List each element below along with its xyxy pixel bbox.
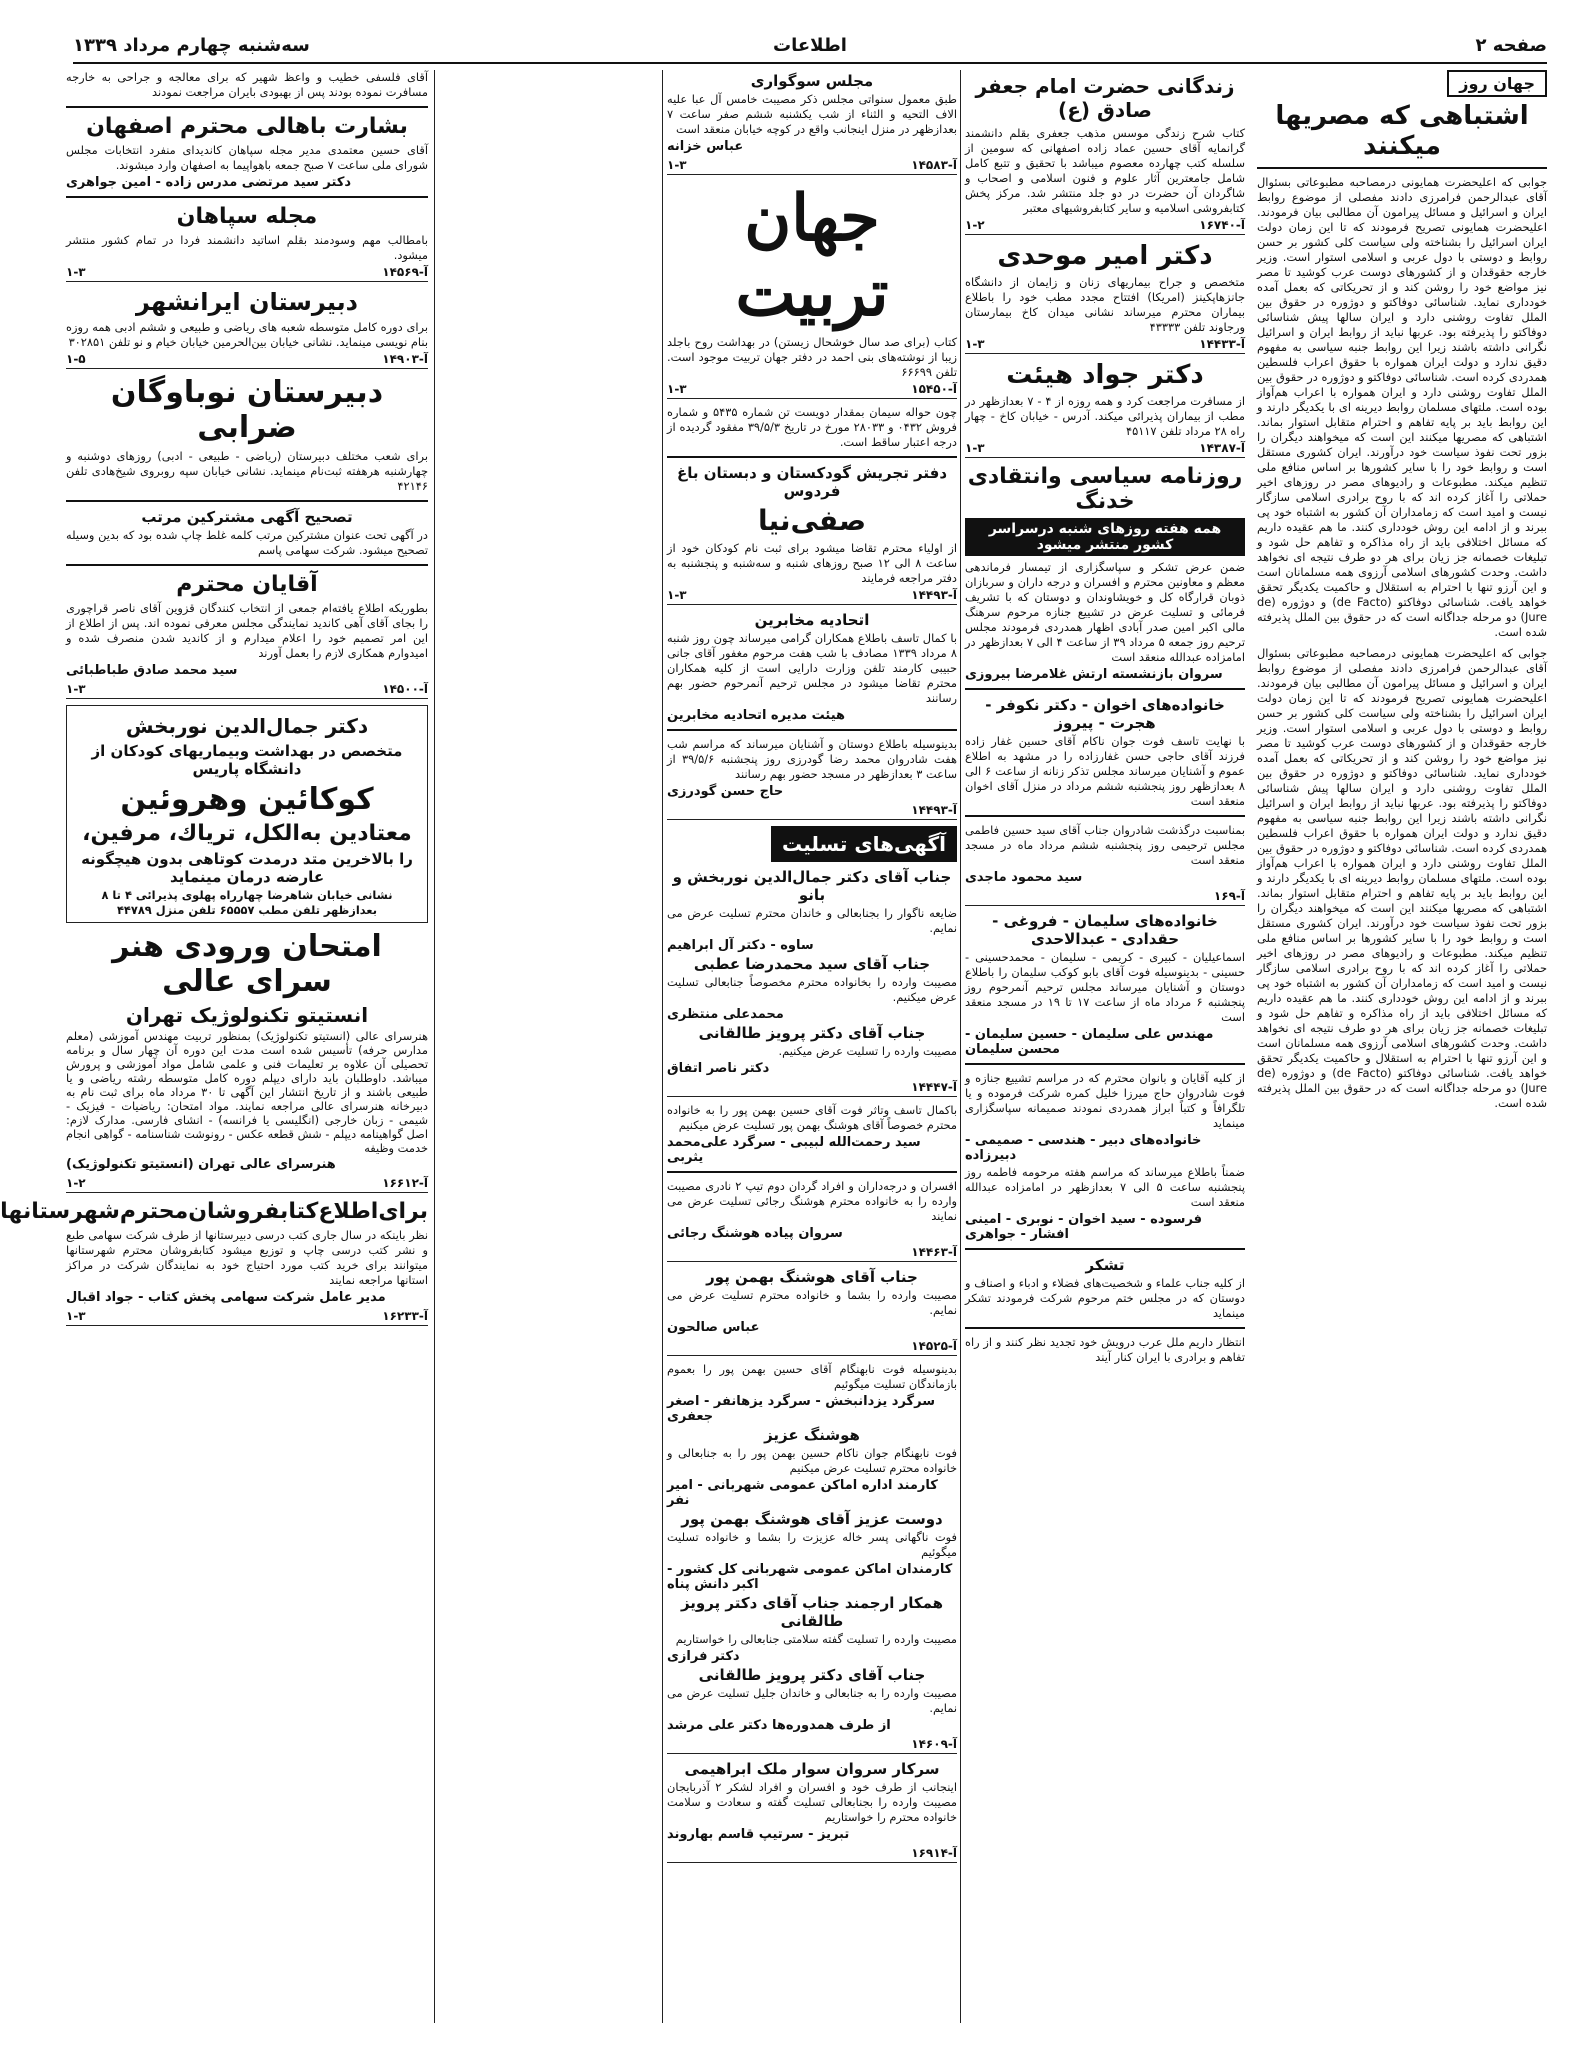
- ad-booksellers-sig: مدیر عامل شرکت سهامی پخش کتاب - جواد اقبال: [66, 1290, 386, 1305]
- ad-jahan-tarbiat-body: کتاب (برای صد سال خوشحال زیستن) در بهداشت روح باجلد زیبا از نوشته‌های بنی احمد در دفتر جهان تربیت موجود است. تلفن ۶۶۶۹۹: [667, 335, 957, 379]
- condolence-signature: محمدعلی منتظری: [667, 1007, 784, 1022]
- ad-movahhedi-body: متخصص و جراح بیماریهای زنان و زایمان از دانشگاه جانزهاپکینز (امریکا) افتتاح مجدد مطب خود را باطلاع بیماران محترم میرساند نشانی میدان کاخ بیمارستان ورجاوند تلفن ۴۳۳۳۳: [965, 275, 1245, 334]
- notice-body: بمناسبت درگذشت شادروان جناب آقای سید حسین فاطمی مجلس ترحیمی روز پنجشنبه ششم مرداد ماه در مسجد منعقد است: [965, 823, 1245, 867]
- masthead: [73, 28, 1547, 64]
- ad-code: آ-۱۴۴۹۳: [911, 803, 957, 817]
- notice-body: انتظار داریم ملل عرب درویش خود تجدید نظر کنند و از راه تفاهم و برادری با ایران کنار آیند: [965, 1335, 1245, 1364]
- ad-union-sig: هیئت مدیره اتحادیه مخابرین: [667, 708, 846, 723]
- condolence-body: مصیبت وارده را تسلیت گفته سلامتی جنابعالی را خواستاریم: [675, 1632, 957, 1646]
- notice-body: اسماعیلیان - کبیری - کریمی - سلیمان - محمدحسینی - حسینی - بدینوسیله فوت آقای بابو کوکب سلیمان را باطلاع دوستان و آشنایان میرساند مجلس ترحیم آنمرحوم روز پنجشنبه ۶ مرداد ماه از ساعت ۱۷ تا ۱۹ در مسجد منعقد است: [965, 950, 1245, 1024]
- notice-body: از کلیه آقایان و بانوان محترم که در مراسم تشییع جنازه و فوت شادروان حاج میرزا خلیل کمره شرکت فرموده و یا تلگرافاً و کتباً ابراز همدردی نمودند صمیمانه سپاسگزاری مینماید: [965, 1071, 1245, 1130]
- headline: اشتباهی که مصریها میکنند: [1275, 101, 1529, 161]
- condolence-title: جناب آقای دکتر جمال‌الدین نوربخش و بانو: [672, 868, 952, 904]
- ad-exam-title: امتحان ورودی هنر سرای عالی: [112, 929, 382, 999]
- ad-doctor-big: کوکائین وهروئین: [120, 782, 374, 817]
- newspaper-page: [0, 28, 1548, 2023]
- ad-imam-body: کتاب شرح زندگی موسس مذهب جعفری بقلم دانشمند گرانمایه آقای حسین عماد زاده اصفهانی که سومین از سلسله کتب چهارده معصوم میباشد با تحقیق و تتبع کامل شامل جامعترین آثار علوم و فنون اسلامی و اصحاب و شاگردان آن حضرت در دو جلد منتشر شد. مرکز پخش کتابفروشی اسلامیه و سایر کتابفروشیهای معتبر: [965, 126, 1245, 215]
- ad-jahan-tarbiat-title: جهان تربیت: [735, 181, 889, 331]
- ad-code: آ-۱۶۶۱۲: [382, 1176, 428, 1190]
- section-tag: جهان روز: [1447, 70, 1547, 97]
- ad-heyat-title: دکتر جواد هیئت: [1006, 360, 1204, 390]
- ad-mourning-body: طبق معمول سنواتی مجلس ذکر مصیبت خامس آل عبا علیه الاف التحیه و الثناء از شب یکشنبه ششم صفر ساعت ۷ بعدازظهر در منزل اینجانب واقع در کوچه خیابان منعقد است: [667, 92, 957, 136]
- condolence-body: افسران و درجه‌داران و افراد گردان دوم تیپ ۲ نادری مصیبت وارده را به خانواده محترم هوشنگ رجائی تسلیت عرض می نمایند: [667, 1179, 957, 1223]
- condolence-body: مصیبت وارده را تسلیت عرض میکنیم.: [778, 1044, 957, 1058]
- ad-esfahan-sig: دکتر سید مرتضی مدرس زاده - امین جواهری: [66, 175, 352, 190]
- ad-code: آ-۱۴۴۶۳: [911, 1245, 957, 1259]
- ad-code: آ-۱۴۵۰۰: [382, 682, 428, 696]
- condolence-body: مصیبت وارده را بشما و خانواده محترم تسلیت عرض می نمایم.: [667, 1288, 957, 1317]
- ad-union-title: اتحادیه مخابرین: [754, 611, 870, 629]
- ad-gentlemen-sig: سید محمد صادق طباطبائی: [66, 663, 238, 678]
- ad-code: آ-۱۴۴۳۳: [1199, 337, 1245, 351]
- ad-code: آ-۱۴۶۰۹: [911, 1737, 957, 1751]
- condolence-body: مصیبت وارده را بخانواده محترم مخصوصاً جنابعالی تسلیت عرض میکنیم.: [667, 975, 957, 1004]
- condolence-body: فوت نابهنگام جوان ناکام حسین بهمن پور را به جنابعالی و خانواده محترم تسلیت عرض میکنیم: [667, 1446, 957, 1475]
- notice-title: تشکر: [1085, 1256, 1125, 1274]
- column-world-today: [1257, 70, 1547, 2023]
- notice-title: خانواده‌های اخوان - دکتر نکوفر - هجرت - پیروز: [985, 696, 1225, 732]
- lost-notice-body: چون حواله سیمان بمقدار دویست تن شماره ۵۴۳۵ و شماره فروش ۰۴۳۲ و ۲۸۰۳۳ مورخ در تاریخ ۳۹/۵/۳ مفقود گردیده از درجه اعتبار ساقط است.: [667, 405, 957, 449]
- article-body: جوابی که اعلیحضرت همایونی درمصاحبه مطبوعاتی بسئوال آقای عبدالرحمن فرامرزی دادند مفصلی از موضوع روابط ایران و اسرائیل و مسائل پیرامون آن مطالبی بیان فرمودند. اعلیحضرت همایونی تصریح فرمودند که تا این زمان دولت ایران اسرائیل را بشناخته ولی سیاست کلی کشور بر حسن روابط و دوستی با دول عربی و اسلامی استوار است. وزیر خارجه حقوقدان و از کشورهای دوست عرب کوشید تا مصر نیز مواضع خود را روشن کند و از تحریکاتی که بعمل آمده خودداری نماید. شناسائی دوفاکتو و دوژوره در حقوق بین الملل تفاوت روشنی دارد و ایران سالها پیش شناسائی دوفاکتو را پذیرفته بود. عربها نباید از روابط ایران و اسرائیل نگرانی داشته باشند زیرا این روابط جنبه سیاسی به مفهوم دقیق ندارد و دولت ایران همواره با حقوق اعراب فلسطین همدردی کرده است. شناسائی دوفاکتو و دوژوره در حقوق بین الملل تفاوت روشنی دارد و ایران همواره با اعراب هم‌آواز بوده است. ملتهای مسلمان روابط دیرینه ای با یکدیگر دارند و این روابط باید بر پایه تفاهم و احترام متقابل استوار بماند. اشتباهی که مصریها میکنند این است که میخواهند دیگران را بزور تحت نفوذ سیاست خود درآورند. ایران کشوری مستقل است و روابط خود را با سایر کشورها بر اساس منافع ملی تنظیم میکند. مطبوعات و رادیوهای مصر در روزهای اخیر حملاتی را آغاز کرده اند که با روح برادری اسلامی سازگار نیست و امید است که زمامداران آن کشور به اشتباه خود پی ببرند و از ادامه این روش خودداری کنند. ما هم عقیده داریم که مسائل اختلافی باید از راه مذاکره و تفاهم حل شود و تبلیغات خصمانه جز زیان برای هر دو طرف نتیجه ای نخواهد داشت. وحدت کشورهای اسلامی آرزوی همه مسلمانان است و این آرزو تنها با احترام به استقلال و حاکمیت یکدیگر تحقق خواهد یافت. شناسائی دوفاکتو (de Facto) و دوژوره (de Jure) دو مرحله جداگانه است که در حقوق بین الملل پذیرفته شده است.: [1257, 175, 1548, 639]
- ad-doctor-title: دکتر جمال‌الدین نوربخش: [125, 714, 369, 738]
- issue-date: سه‌شنبه چهارم مرداد ۱۳۳۹: [73, 34, 310, 56]
- ad-zarrabi-title: دبیرستان نوباوگان ضرابی: [110, 375, 384, 445]
- article-body-cont: جوابی که اعلیحضرت همایونی درمصاحبه مطبوعاتی بسئوال آقای عبدالرحمن فرامرزی دادند مفصلی از موضوع روابط ایران و اسرائیل و مسائل پیرامون آن مطالبی بیان فرمودند. اعلیحضرت همایونی تصریح فرمودند که تا این زمان دولت ایران اسرائیل را بشناخته ولی سیاست کلی کشور بر حسن روابط و دوستی با دول عربی و اسلامی استوار است. وزیر خارجه حقوقدان و از کشورهای دوست عرب کوشید تا مصر نیز مواضع خود را روشن کند و از تحریکاتی که بعمل آمده خودداری نماید. شناسائی دوفاکتو و دوژوره در حقوق بین الملل تفاوت روشنی دارد و ایران سالها پیش شناسائی دوفاکتو را پذیرفته بود. عربها نباید از روابط ایران و اسرائیل نگرانی داشته باشند زیرا این روابط جنبه سیاسی به مفهوم دقیق ندارد و دولت ایران همواره با حقوق اعراب فلسطین همدردی کرده است. شناسائی دوفاکتو و دوژوره در حقوق بین الملل تفاوت روشنی دارد و ایران همواره با اعراب هم‌آواز بوده است. ملتهای مسلمان روابط دیرینه ای با یکدیگر دارند و این روابط باید بر پایه تفاهم و احترام متقابل استوار بماند. اشتباهی که مصریها میکنند این است که میخواهند دیگران را بزور تحت نفوذ سیاست خود درآورند. ایران کشوری مستقل است و روابط خود را با سایر کشورها بر اساس منافع ملی تنظیم میکند. مطبوعات و رادیوهای مصر در روزهای اخیر حملاتی را آغاز کرده اند که با روح برادری اسلامی سازگار نیست و امید است که زمامداران آن کشور به اشتباه خود پی ببرند و از ادامه این روش خودداری کنند. ما هم عقیده داریم که مسائل اختلافی باید از راه مذاکره و تفاهم حل شود و تبلیغات خصمانه جز زیان برای هر دو طرف نتیجه ای نخواهد داشت. وحدت کشورهای اسلامی آرزوی همه مسلمانان است و این آرزو تنها با احترام به استقلال و حاکمیت یکدیگر تحقق خواهد یافت. شناسائی دوفاکتو (de Facto) و دوژوره (de Jure) دو مرحله جداگانه است که در حقوق بین الملل پذیرفته شده است.: [1257, 646, 1548, 1110]
- ad-school-title: صفی‌نیا: [758, 504, 866, 537]
- ad-doctor-big2: معتادین به‌الکل، تریاك، مرفین،: [82, 821, 412, 846]
- condolence-body: اینجانب از طرف خود و افسران و افراد لشکر ۲ آذربایجان مصیبت وارده را بجنابعالی تسلیت گفته و سعادت و سلامت خانواده محترم را خواستاریم: [667, 1780, 957, 1824]
- condolence-signature: عباس صالحون: [667, 1320, 760, 1335]
- notice-signature: حاج حسن گودرزی: [667, 784, 784, 799]
- ad-sepahan-body: بامطالب مهم وسودمند بقلم اساتید دانشمند فردا در تمام کشور منتشر میشود.: [66, 233, 428, 262]
- condolence-title: سرکار سروان سوار ملک ابراهیمی: [684, 1760, 940, 1778]
- ad-mourning-title: مجلس سوگواری: [750, 72, 874, 90]
- condolence-signature: ساوه - دکتر آل ابراهیم: [667, 938, 814, 953]
- condolence-body: فوت ناگهانی پسر خاله عزیزت را بشما و خانواده تسلیت میگوئیم: [667, 1530, 957, 1559]
- condolence-body: ضایعه ناگوار را بجنابعالی و خاندان محترم تسلیت عرض می نمایم.: [667, 906, 957, 935]
- ad-movahhedi-title: دکتر امیر موحدی: [997, 241, 1213, 271]
- ad-code: آ-۱۵۴۵۰: [911, 382, 957, 396]
- ad-code: آ-۱۴۵۲۵: [911, 1339, 957, 1353]
- column-ads-4: آقای فلسفی خطیب و واعظ شهیر که برای معالجه و جراحی به خارجه مسافرت نموده بودند پس از بهبودی بایران مراجعت نمودند بشارت باهالی محترم اصفهان آقای حسین معتمدی مدیر مجله سپاهان کاندیدای منفرد انتخابات مجلس شورای ملی ساعت ۷ صبح جمعه باهواپیما به اصفهان وارد میشوند. دکتر سید مرتضی مدرس زاده - امین جواهری مجله سپاهان بامطالب مهم وسودمند بقلم اساتید دانشمند فردا در تمام کشور منتشر میشود. آ-۱۴۵۶۹ ۱-۳ دبیرستان ایرانشهر برای دوره کامل متوسطه شعبه های ریاضی و طبیعی و ششم ادبی همه روزه بنام نویسی مینماید. نشانی خیابان بین‌الحرمین خیابان خیام و نو تلفن ۳۰۲۸۵۱ آ-۱۴۹۰۳ ۱-۵ دبیرستان نوباوگان ضرابی برای شعب مختلف دبیرستان (ریاضی - طبیعی - ادبی) روزهای دوشنبه و چهارشنبه هرهفته ثبت‌نام مینماید. نشانی خیابان سپه روبروی شیخ‌هادی تلفن ۴۲۱۴۶ تصحیح آگهی مشترکین مرتب در آگهی تحت عنوان مشترکین مرتب کلمه غلط چاپ شده بود که بدین وسیله تصحیح میشود. شرکت سهامی پاسم آقایان محترم بطوریکه اطلاع یافته‌ام جمعی از انتخاب کنندگان قزوین آقای ناصر قراچوری را بجای آقای آهی کاندید نمایندگی مجلس معرفی نموده اند. پس از اطلاع از این امر تصمیم خود را اعلام میدارم و از کاندید شدن منصرف شده و امیدوارم همکاری لازم را بعمل آورند سید محمد صادق طباطبائی آ-۱۴۵۰۰ ۱-۳ دکتر جمال‌الدین نوربخش متخصص در بهداشت وبیماریهای کودکان از دانشگاه پاریس کوکائین وهروئین معتادین به‌الکل، تریاك، مرفین، را بالاخرین متد درمدت کوتاهی بدون هیچگونه عارضه درمان مینماید نشانی خیابان شاهرضا چهارراه پهلوی پذیرائی ۴ تا ۸ بعدازظهر تلفن مطب ۶۵۵۵۷ تلفن منزل ۴۴۷۸۹ امتحان ورودی هنر سرای عالی انستیتو تکنولوژیک تهران هنرسرای عالی (انستیتو تکنولوژیک) بمنظور تربیت مهندس آموزشی (معلم مدارس حرفه) تأسیس شده است مدت این دوره آن چهار سال و برنامه تحصیلی آن علاوه بر تعلیمات فنی و علمی شامل مواد آموزشی و پرورش میباشد. داوطلبان باید دارای دیپلم دوره کامل متوسطه رشته ریاضی و یا طبیعی باشند و از تاریخ انتشار این آگهی تا ۳۰ مرداد ماه برای ثبت نام به دبیرخانه هنرسرای عالی مراجعه نمایند. مواد امتحان: ریاضیات - فیزیک - شیمی - زبان خارجی (انگلیسی یا فرانسه) - انشای فارسی. مدارک لازم: اصل گواهینامه دیپلم - شش قطعه عکس - رونوشت شناسنامه - گواهی انجام خدمت وظیفه هنرسرای عالی تهران (انستیتو تکنولوژیک) آ-۱۶۶۱۲ ۱-۲ برای‌اطلاع‌کتابفروشان‌محترم‌شهرستانها نظر باینکه در سال جاری کتب درسی دبیرستانها از طرف شرکت سهامی طبع و نشر کتب درسی چاپ و توزیع میشود کتابفروشان محترم شهرستانها میتوانند برای خرید کتب مورد احتیاج خود به نمایندگان شرکت در مراکز استانها مراجعه نمایند مدیر عامل شرکت سهامی پخش کتاب - جواد اقبال آ-۱۶۲۳۳ ۱-۳: [66, 70, 435, 2023]
- notice-signature: خانواده‌های دبیر - هندسی - صمیمی - دبیرزاده: [965, 1133, 1202, 1163]
- ad-doctor-sub: متخصص در بهداشت وبیماریهای کودکان از دانشگاه پاریس: [91, 742, 403, 778]
- condolence-signature: دکتر فرازی: [667, 1649, 740, 1664]
- ad-doctor-body: را بالاخرین متد درمدت کوتاهی بدون هیچگونه عارضه درمان مینماید: [81, 850, 413, 886]
- ad-khadang-title: روزنامه سیاسی وانتقادی خدنگ: [967, 464, 1243, 514]
- ad-mourning-sig: عباس خزانه: [667, 139, 744, 154]
- ad-sepahan-title: مجله سپاهان: [176, 204, 318, 229]
- ad-school-body: از اولیاء محترم تقاضا میشود برای ثبت نام کودکان خود از ساعت ۸ الی ۱۲ صبح روزهای شنبه و سه‌شنبه و پنجشنبه به دفتر مراجعه فرمایند: [667, 541, 958, 585]
- notice-signature: سید محمود ماجدی: [965, 870, 1083, 885]
- ad-doctor-box: [66, 705, 428, 923]
- ad-exam-sub: انستیتو تکنولوژیک تهران: [125, 1003, 369, 1027]
- notice-title: خانواده‌های سلیمان - فروغی - حقدادی - عبدالاحدی: [992, 912, 1218, 948]
- ad-code: آ-۱۴۴۴۷: [911, 1080, 957, 1094]
- ad-code: آ-۱۶۷۴۰: [1199, 218, 1245, 232]
- ad-code: آ-۱۴۵۸۳: [911, 158, 957, 172]
- condolence-title: همکار ارجمند جناب آقای دکتر پرویز طالقانی: [680, 1594, 944, 1630]
- notice-body: ضمناً باطلاع میرساند که مراسم هفته مرحومه فاطمه روز پنجشنبه ساعت ۵ الی ۷ بعدازظهر در امامزاده عبدالله منعقد است: [965, 1165, 1245, 1209]
- ad-code: آ-۱۶۲۳۳: [382, 1309, 428, 1323]
- ad-union-body: با کمال تاسف باطلاع همکاران گرامی میرساند چون روز شنبه ۸ مرداد ۱۳۳۹ مصادف با شب هفت مرحوم مغفور آقای جانی حبیبی کارمند تلفن وزارت دارایی است از کلیه همکاران محترم تقاضا میشود در مجلس ترحیم آنمرحوم حضور بهم رسانند: [667, 631, 957, 705]
- ad-code: آ-۱۴۳۸۷: [1199, 441, 1245, 455]
- condolence-signature: سرگرد یزدانبخش - سرگرد یزهانفر - اصغر جعفری: [667, 1394, 935, 1424]
- condolence-signature: تبریز - سرتیپ قاسم بهاروند: [667, 1827, 850, 1842]
- notice-signature: سروان بازنشسته ارتش غلامرضا بیروزی: [965, 667, 1223, 682]
- page-number: صفحه ۲: [1475, 34, 1547, 56]
- condolence-section-tag: آگهی‌های تسلیت: [771, 826, 957, 862]
- condolence-title: هوشنگ عزیز: [764, 1426, 860, 1444]
- ad-esfahan-title: بشارت باهالی محترم اصفهان: [86, 114, 408, 139]
- ad-zarrabi-body: برای شعب مختلف دبیرستان (ریاضی - طبیعی - ادبی) روزهای دوشنبه و چهارشنبه هرهفته ثبت‌نام مینماید. نشانی خیابان سپه روبروی شیخ‌هادی تلفن ۴۲۱۴۶: [66, 449, 428, 493]
- ad-code: آ-۱۴۵۶۹: [382, 265, 428, 279]
- ad-iranshahr-body: برای دوره کامل متوسطه شعبه های ریاضی و طبیعی و ششم ادبی همه روزه بنام نویسی مینماید. نشانی خیابان بین‌الحرمین خیابان خیام و نو تلفن ۳۰۲۸۵۱: [66, 320, 428, 349]
- ad-correction-title: تصحیح آگهی مشترکین مرتب: [141, 508, 353, 526]
- notice-signature: فرسوده - سید اخوان - نوبری - امینی افشار - جواهری: [965, 1212, 1203, 1242]
- condolence-title: جناب آقای سید محمدرضا عطبی: [693, 955, 931, 973]
- ad-gentlemen-title: آقایان محترم: [176, 572, 318, 597]
- ad-code: آ-۱۶۹۱۴: [911, 1846, 957, 1860]
- notice-body: با نهایت تاسف فوت جوان ناکام آقای حسین غفار زاده فرزند آقای حاجی حسن غفارزاده را در مشهد به اطلاع عموم و آشنایان میرساند مجلس تذکر زنانه از ساعت ۶ الی ۸ بعدازظهر روز پنجشنبه ششم مرداد در منزل آقای اخوان منعقد است: [965, 734, 1245, 808]
- condolence-title: دوست عزیز آقای هوشنگ بهمن پور: [681, 1510, 943, 1528]
- paper-name: اطلاعات: [773, 34, 847, 56]
- ad-exam-sig: هنرسرای عالی تهران (انستیتو تکنولوژیک): [66, 1157, 336, 1172]
- ad-booksellers-body: نظر باینکه در سال جاری کتب درسی دبیرستانها از طرف شرکت سهامی طبع و نشر کتب درسی چاپ و توزیع میشود کتابفروشان محترم شهرستانها میتوانند برای خرید کتب مورد احتیاج خود به نمایندگان شرکت در مراکز استانها مراجعه نمایند: [66, 1228, 428, 1287]
- ad-doctor-address: نشانی خیابان شاهرضا چهارراه پهلوی پذیرائی ۴ تا ۸ بعدازظهر تلفن مطب ۶۵۵۵۷ تلفن منزل ۴۴۷۸۹: [101, 888, 393, 917]
- ad-iranshahr-title: دبیرستان ایرانشهر: [136, 288, 358, 316]
- notice-body: ضمن عرض تشکر و سپاسگزاری از تیمسار فرماندهی معظم و معاونین محترم و افسران و درجه داران و سربازان ذوبان قرارگاه کل و خویشاوندان و دوستان که با تشریف فرمائی و تسلیت عرض در تشییع جنازه مرحوم سرهنگ مالی اکبر امین صدر آبادی اظهار همدردی فرمودند مجلس ترحیم روز جمعه ۵ مرداد ۳۹ از ساعت ۴ الی ۷ بعدازظهر در امامزاده عبدالله منعقد است: [965, 560, 1246, 664]
- column-ads-2: زندگانی حضرت امام جعفر صادق (ع) کتاب شرح زندگی موسس مذهب جعفری بقلم دانشمند گرانمایه آقای حسین عماد زاده اصفهانی که سومین از سلسله کتب چهارده معصوم میباشد با تحقیق و تتبع کامل شامل جامعترین آثار علوم و فنون اسلامی و اصحاب و شاگردان آن حضرت در دو جلد منتشر شد. مرکز پخش کتابفروشی اسلامیه و سایر کتابفروشیهای معتبر آ-۱۶۷۴۰ ۱-۲ دکتر امیر موحدی متخصص و جراح بیماریهای زنان و زایمان از دانشگاه جانزهاپکینز (امریکا) افتتاح مجدد مطب خود را باطلاع بیماران محترم میرساند نشانی میدان کاخ بیمارستان ورجاوند تلفن ۴۳۳۳۳ آ-۱۴۴۳۳ ۱-۳ دکتر جواد هیئت از مسافرت مراجعت کرد و همه روزه از ۴ - ۷ بعدازظهر در مطب از بیماران پذیرائی میکند. آدرس - خیابان کاخ - چهار راه ۲۸ مرداد تلفن ۴۵۱۱۷ آ-۱۴۳۸۷ ۱-۳ روزنامه سیاسی وانتقادی خدنگ همه هفته روزهای شنبه درسراسر کشور منتشر میشود ضمن عرض تشکر و سپاسگزاری از تیمسار فرماندهی معظم و معاونین محترم و افسران و درجه داران و سربازان ذوبان قرارگاه کل و خویشاوندان و دوستان که با تشریف فرمائی و تسلیت عرض در تشییع جنازه مرحوم سرهنگ مالی اکبر امین صدر آبادی اظهار همدردی فرمودند مجلس ترحیم روز جمعه ۵ مرداد ۳۹ از ساعت ۴ الی ۷ بعدازظهر در امامزاده عبدالله منعقد است سروان بازنشسته ارتش غلامرضا بیروزی خانواده‌های اخوان - دکتر نکوفر - هجرت - پیروز با نهایت تاسف فوت جوان ناکام آقای حسین غفار زاده فرزند آقای حاجی حسن غفارزاده را در مشهد به اطلاع عموم و آشنایان میرساند مجلس تذکر زنانه از ساعت ۶ الی ۸ بعدازظهر روز پنجشنبه ششم مرداد در منزل آقای اخوان منعقد است بمناسبت درگذشت شادروان جناب آقای سید حسین فاطمی مجلس ترحیمی روز پنجشنبه ششم مرداد ماه در مسجد منعقد است سید محمود ماجدی آ-۱۶۹ خانواده‌های سلیمان - فروغی - حقدادی - عبدالاحدی اسماعیلیان - کبیری - کریمی - سلیمان - محمدحسینی - حسینی - بدینوسیله فوت آقای بابو کوکب سلیمان را باطلاع دوستان و آشنایان میرساند مجلس ترحیم آنمرحوم روز پنجشنبه ۶ مرداد ماه از ساعت ۱۷ تا ۱۹ در مسجد منعقد است مهندس علی سلیمان - حسین سلیمان - محسن سلیمان از کلیه آقایان و بانوان محترم که در مراسم تشییع جنازه و فوت شادروان حاج میرزا خلیل کمره شرکت فرموده و یا تلگرافاً و کتباً ابراز همدردی نمودند صمیمانه سپاسگزاری مینماید خانواده‌های دبیر - هندسی - صمیمی - دبیرزاده ضمناً باطلاع میرساند که مراسم هفته مرحومه فاطمه روز پنجشنبه ساعت ۵ الی ۷ بعدازظهر در امامزاده عبدالله منعقد است فرسوده - سید اخوان - نوبری - امینی افشار - جواهری تشکر از کلیه جناب علماء و شخصیت‌های فضلاء و ادباء و اصناف و دوستان که در مجلس ختم مرحوم شرکت فرمودند تشکر مینماید انتظار داریم ملل عرب درویش خود تجدید نظر کنند و از راه تفاهم و برادری با ایران کنار آیند: [960, 70, 1245, 2023]
- notice-body: از کلیه جناب علماء و شخصیت‌های فضلاء و ادباء و اصناف و دوستان که در مجلس ختم مرحوم شرکت فرمودند تشکر مینماید: [965, 1276, 1245, 1320]
- ad-code: آ-۱۴۹۰۳: [382, 352, 428, 366]
- notice-signature: مهندس علی سلیمان - حسین سلیمان - محسن سلیمان: [965, 1027, 1214, 1057]
- condolence-body: باکمال تاسف وتاثر فوت آقای حسین بهمن پور را به خانواده محترم خصوصاً آقای هوشنگ بهمن پور تسلیت عرض میکنیم: [667, 1103, 957, 1132]
- ad-khadang-sub: همه هفته روزهای شنبه درسراسر کشور منتشر میشود: [965, 518, 1245, 556]
- ad-school-sub: دفتر تجریش گودکستان و دبستان باغ فردوس: [676, 464, 948, 500]
- ad-gentlemen-body: بطوریکه اطلاع یافته‌ام جمعی از انتخاب کنندگان قزوین آقای ناصر قراچوری را بجای آقای آهی کاندید نمایندگی مجلس معرفی نموده اند. پس از اطلاع از این امر تصمیم خود را اعلام میدارم و از کاندید شدن منصرف شده و امیدوارم همکاری لازم را بعمل آورند: [66, 601, 428, 660]
- ad-imam-title: زندگانی حضرت امام جعفر صادق (ع): [975, 74, 1235, 122]
- condolence-signature: از طرف همدوره‌ها دکتر علی مرشد: [667, 1718, 891, 1733]
- condolence-title: جناب آقای هوشنگ بهمن پور: [706, 1268, 918, 1286]
- ad-exam-body: هنرسرای عالی (انستیتو تکنولوژیک) بمنظور تربیت مهندس آموزشی (معلم مدارس حرفه) تأسیس شده است مدت این دوره آن چهار سال و برنامه تحصیلی آن علاوه بر تعلیمات فنی و علمی شامل مواد آموزشی و پرورش میباشد. داوطلبان باید دارای دیپلم دوره کامل متوسطه رشته ریاضی و یا طبیعی باشند و از تاریخ انتشار این آگهی تا ۳۰ مرداد ماه برای ثبت نام به دبیرخانه هنرسرای عالی مراجعه نمایند. مواد امتحان: ریاضیات - فیزیک - شیمی - زبان خارجی (انگلیسی یا فرانسه) - انشای فارسی. مدارک لازم: اصل گواهینامه دیپلم - شش قطعه عکس - رونوشت شناسنامه - گواهی انجام خدمت وظیفه: [66, 1029, 428, 1155]
- condolence-signature: سید رحمت‌الله لبیبی - سرگرد علی‌محمد یثربی: [667, 1135, 921, 1165]
- ad-correction-body: در آگهی تحت عنوان مشترکین مرتب کلمه غلط چاپ شده بود که بدین وسیله تصحیح میشود. شرکت سهامی پاسم: [66, 528, 428, 557]
- ad-heyat-body: از مسافرت مراجعت کرد و همه روزه از ۴ - ۷ بعدازظهر در مطب از بیماران پذیرائی میکند. آدرس - خیابان کاخ - چهار راه ۲۸ مرداد تلفن ۴۵۱۱۷: [965, 394, 1245, 438]
- condolence-body: مصیبت وارده را به جنابعالی و خاندان جلیل تسلیت عرض می نمایم.: [667, 1686, 957, 1715]
- condolence-signature: دکتر ناصر اتفاق: [667, 1061, 770, 1076]
- ad-code: آ-۱۴۴۹۳: [911, 588, 957, 602]
- condolence-signature: کارمند اداره اماکن عمومی شهربانی - امیر نفر: [667, 1478, 938, 1508]
- ad-code: آ-۱۶۹: [1213, 889, 1245, 903]
- condolence-signature: سروان پیاده هوشنگ رجائی: [667, 1226, 843, 1241]
- notice-body: آقای فلسفی خطیب و واعظ شهیر که برای معالجه و جراحی به خارجه مسافرت نموده بودند پس از بهبودی بایران مراجعت نمودند: [66, 70, 428, 99]
- condolence-signature: کارمندان اماکن عمومی شهربانی کل کشور - اکبر دانش پناه: [667, 1562, 953, 1592]
- column-ads-3: مجلس سوگواری طبق معمول سنواتی مجلس ذکر مصیبت خامس آل عبا علیه الاف التحیه و الثناء از شب یکشنبه ششم صفر ساعت ۷ بعدازظهر در منزل اینجانب واقع در کوچه خیابان منعقد است عباس خزانه آ-۱۴۵۸۳ ۱-۳ جهان تربیت کتاب (برای صد سال خوشحال زیستن) در بهداشت روح باجلد زیبا از نوشته‌های بنی احمد در دفتر جهان تربیت موجود است. تلفن ۶۶۶۹۹ آ-۱۵۴۵۰ ۱-۳ چون حواله سیمان بمقدار دویست تن شماره ۵۴۳۵ و شماره فروش ۰۴۳۲ و ۲۸۰۳۳ مورخ در تاریخ ۳۹/۵/۳ مفقود گردیده از درجه اعتبار ساقط است. دفتر تجریش گودکستان و دبستان باغ فردوس صفی‌نیا از اولیاء محترم تقاضا میشود برای ثبت نام کودکان خود از ساعت ۸ الی ۱۲ صبح روزهای شنبه و سه‌شنبه و پنجشنبه به دفتر مراجعه فرمایند آ-۱۴۴۹۳ ۱-۳ اتحادیه مخابرین با کمال تاسف باطلاع همکاران گرامی میرساند چون روز شنبه ۸ مرداد ۱۳۳۹ مصادف با شب هفت مرحوم مغفور آقای جانی حبیبی کارمند تلفن وزارت دارایی است از کلیه همکاران محترم تقاضا میشود در مجلس ترحیم آنمرحوم حضور بهم رسانند هیئت مدیره اتحادیه مخابرین بدینوسیله باطلاع دوستان و آشنایان میرساند که مراسم شب هفت شادروان محمد رضا گودرزی روز پنجشنبه ۳۹/۵/۶ از ساعت ۳ بعدازظهر در مسجد حضور بهم رسانند حاج حسن گودرزی آ-۱۴۴۹۳ آگهی‌های تسلیت جناب آقای دکتر جمال‌الدین نوربخش و بانو ضایعه ناگوار را بجنابعالی و خاندان محترم تسلیت عرض می نمایم. ساوه - دکتر آل ابراهیم جناب آقای سید محمدرضا عطبی مصیبت وارده را بخانواده محترم مخصوصاً جنابعالی تسلیت عرض میکنیم. محمدعلی منتظری جناب آقای دکتر پرویز طالقانی مصیبت وارده را تسلیت عرض میکنیم. دکتر ناصر اتفاق آ-۱۴۴۴۷ باکمال تاسف وتاثر فوت آقای حسین بهمن پور را به خانواده محترم خصوصاً آقای هوشنگ بهمن پور تسلیت عرض میکنیم سید رحمت‌الله لبیبی - سرگرد علی‌محمد یثربی افسران و درجه‌داران و افراد گردان دوم تیپ ۲ نادری مصیبت وارده را به خانواده محترم هوشنگ رجائی تسلیت عرض می نمایند سروان پیاده هوشنگ رجائی آ-۱۴۴۶۳ جناب آقای هوشنگ بهمن پور مصیبت وارده را بشما و خانواده محترم تسلیت عرض می نمایم. عباس صالحون آ-۱۴۵۲۵ بدینوسیله فوت نابهنگام آقای حسین بهمن پور را بعموم بازماندگان تسلیت میگوئیم سرگرد یزدانبخش - سرگرد یزهانفر - اصغر جعفری هوشنگ عزیز فوت نابهنگام جوان ناکام حسین بهمن پور را به جنابعالی و خانواده محترم تسلیت عرض میکنیم کارمند اداره اماکن عمومی شهربانی - امیر نفر دوست عزیز آقای هوشنگ بهمن پور فوت ناگهانی پسر خاله عزیزت را بشما و خانواده تسلیت میگوئیم کارمندان اماکن عمومی شهربانی کل کشور - اکبر دانش پناه همکار ارجمند جناب آقای دکتر پرویز طالقانی مصیبت وارده را تسلیت گفته سلامتی جنابعالی را خواستاریم دکتر فرازی جناب آقای دکتر پرویز طالقانی مصیبت وارده را به جنابعالی و خاندان جلیل تسلیت عرض می نمایم. از طرف همدوره‌ها دکتر علی مرشد آ-۱۴۶۰۹ سرکار سروان سوار ملک ابراهیمی اینجانب از طرف خود و افسران و افراد لشکر ۲ آذربایجان مصیبت وارده را بجنابعالی تسلیت گفته و سعادت و سلامت خانواده محترم را خواستاریم تبریز - سرتیپ قاسم بهاروند آ-۱۶۹۱۴: [662, 70, 957, 2023]
- condolence-title: جناب آقای دکتر پرویز طالقانی: [698, 1024, 926, 1042]
- condolence-title: جناب آقای دکتر پرویز طالقانی: [698, 1666, 926, 1684]
- condolence-body: بدینوسیله فوت نابهنگام آقای حسین بهمن پور را بعموم بازماندگان تسلیت میگوئیم: [667, 1362, 957, 1391]
- ad-booksellers-title: برای‌اطلاع‌کتابفروشان‌محترم‌شهرستانها: [0, 1199, 428, 1224]
- ad-esfahan-body: آقای حسین معتمدی مدیر مجله سپاهان کاندیدای منفرد انتخابات مجلس شورای ملی ساعت ۷ صبح جمعه باهواپیما به اصفهان وارد میشوند.: [66, 143, 428, 172]
- notice-body: بدینوسیله باطلاع دوستان و آشنایان میرساند که مراسم شب هفت شادروان محمد رضا گودرزی روز پنجشنبه ۳۹/۵/۶ از ساعت ۳ بعدازظهر در مسجد حضور بهم رسانند: [667, 737, 957, 781]
